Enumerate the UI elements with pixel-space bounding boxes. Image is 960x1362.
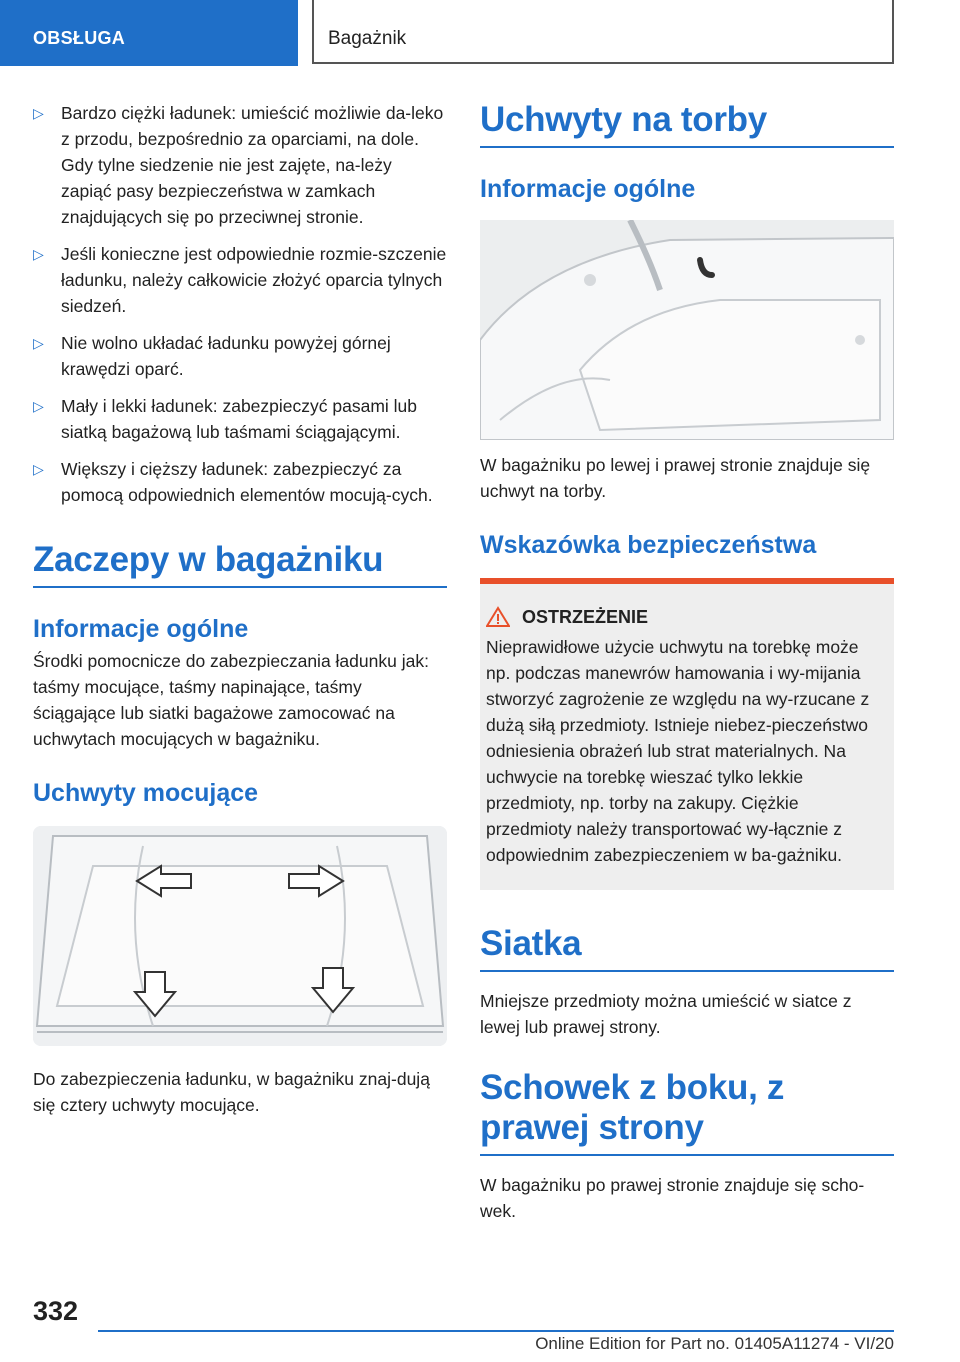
edition-text: Online Edition for Part no. 01405A11274 - VI/20 xyxy=(535,1334,894,1353)
heading-zaczepy: Zaczepy w bagażniku xyxy=(33,540,447,588)
warning-triangle-icon xyxy=(486,606,510,628)
subheading-info-right: Informacje ogólne xyxy=(480,175,696,203)
subheading-info: Informacje ogólne xyxy=(33,615,249,643)
heading-torby: Uchwyty na torby xyxy=(480,100,894,148)
subheading-uchwyty: Uchwyty mocujące xyxy=(33,779,259,807)
chapter-title: Bagażnik xyxy=(328,28,407,49)
chapter-tab xyxy=(312,0,894,64)
paragraph-uchwyty: Do zabezpieczenia ładunku, w bagażniku znaj-dują się cztery uchwyty mocujące. xyxy=(33,1069,430,1115)
list-item: ▷ Nie wolno układać ładunku powyżej górnej krawędzi oparć. xyxy=(33,330,447,382)
list-item: ▷ Mały i lekki ładunek: zabezpieczyć pasami lub siatką bagażową lub taśmami ściągającymi. xyxy=(33,393,447,445)
footer-divider xyxy=(98,1330,894,1332)
section-tab xyxy=(0,0,298,66)
paragraph-torby: W bagażniku po lewej i prawej stronie znajduje się uchwyt na torby. xyxy=(480,455,871,501)
triangle-bullet-icon: ▷ xyxy=(33,398,44,414)
right-column xyxy=(480,100,894,1224)
triangle-bullet-icon: ▷ xyxy=(33,105,44,121)
warning-title: OSTRZEŻENIE xyxy=(522,606,649,627)
list-item: ▷ Bardzo ciężki ładunek: umieścić możliwie da-leko z przodu, bezpośrednio za oparciami, na dole. Gdy tylne siedzenie nie jest zajęte, na-leży zapiąć pasy bezpieczeństwa w zamkach znajdujących się po przeciwnej stronie. xyxy=(33,100,447,230)
paragraph-schowek: W bagażniku po prawej stronie znajduje się scho-wek. xyxy=(480,1175,865,1221)
warning-bar xyxy=(480,578,894,584)
warning-header xyxy=(486,606,894,628)
subheading-safety: Wskazówka bezpieczeństwa xyxy=(480,531,817,559)
section-title: OBSŁUGA xyxy=(33,28,126,48)
triangle-bullet-icon: ▷ xyxy=(33,246,44,262)
page-number: 332 xyxy=(33,1296,79,1326)
heading-schowek: Schowek z boku, z prawej strony xyxy=(480,1068,894,1156)
paragraph-siatka: Mniejsze przedmioty można umieścić w siatce z lewej lub prawej strony. xyxy=(480,991,852,1037)
bag-hook-image xyxy=(480,220,894,440)
list-item: ▷ Jeśli konieczne jest odpowiednie rozmie-szczenie ładunku, należy całkowicie złożyć oparcia tylnych siedzeń. xyxy=(33,241,447,319)
triangle-bullet-icon: ▷ xyxy=(33,335,44,351)
warning-text: Nieprawidłowe użycie uchwytu na torebkę może np. podczas manewrów hamowania i wy-mijania stworzyć zagrożenie ze względu na wy-rzucane z dużą siłą przedmioty. Istnieje niebez-pieczeństwo odniesienia obrażeń lub strat materialnych. Na uchwycie na torebkę wieszać tylko lekkie przedmioty, np. torby na zakupy. Ciężkie przedmioty należy transportować wy-łącznie z odpowiednim zabezpieczeniem w ba-gażniku. xyxy=(486,637,870,865)
trunk-tiedown-image xyxy=(33,826,447,1046)
triangle-bullet-icon: ▷ xyxy=(33,461,44,477)
heading-siatka: Siatka xyxy=(480,924,894,972)
list-item: ▷ Większy i cięższy ładunek: zabezpieczyć za pomocą odpowiednich elementów mocują-cych. xyxy=(33,456,447,508)
paragraph-info: Środki pomocnicze do zabezpieczania ładunku jak: taśmy mocujące, taśmy napinające, taśmy ściągające lub siatki bagażowe zamocować na uchwytach mocujących w bagażniku. xyxy=(33,651,429,749)
bullet-list xyxy=(33,100,447,508)
left-column xyxy=(33,100,447,1118)
warning-box xyxy=(480,578,894,890)
